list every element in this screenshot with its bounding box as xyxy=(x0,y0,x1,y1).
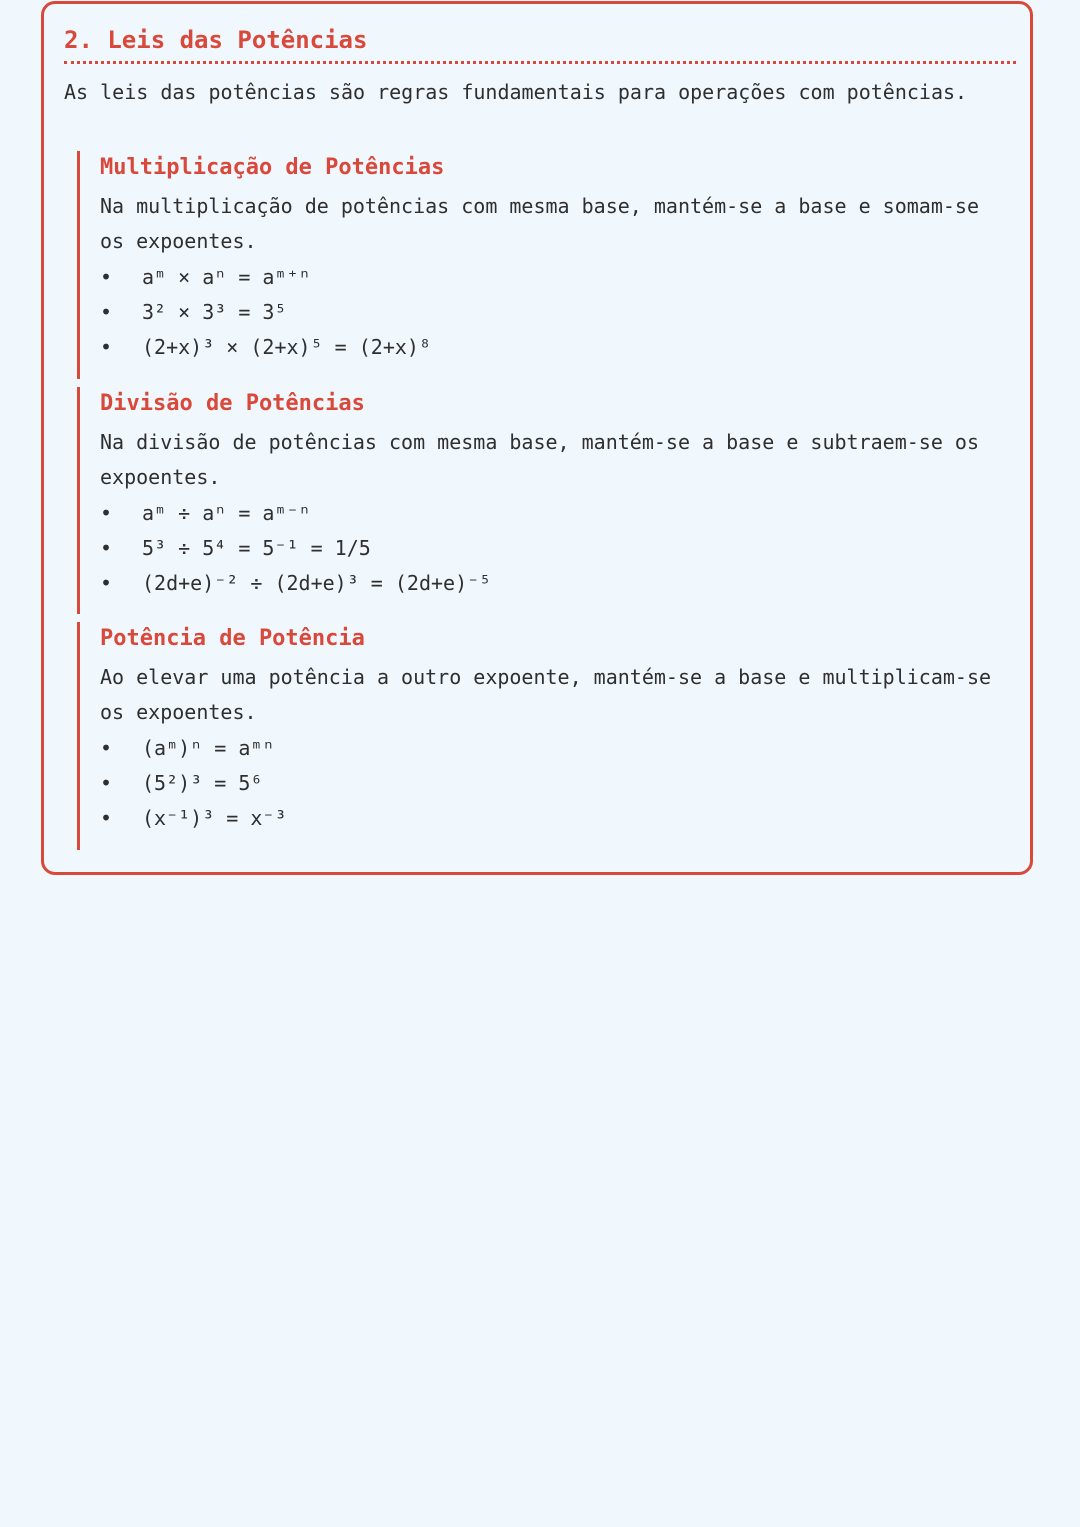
subsection-title: Multiplicação de Potências xyxy=(100,155,445,180)
subsection-text: Na divisão de potências com mesma base, mantém-se a base e subtraem-se os expoentes. xyxy=(100,430,979,489)
rule-expression: (x⁻¹)³ = x⁻³ xyxy=(142,806,287,830)
subsection-text: Ao elevar uma potência a outro expoente, mantém-se a base e multiplicam-se os expoentes. xyxy=(100,665,992,724)
subsection-multiplication xyxy=(77,151,1007,379)
bullet-icon: • xyxy=(100,736,113,760)
bullet-icon: • xyxy=(100,265,113,289)
subsection-title: Divisão de Potências xyxy=(100,391,365,416)
subsection-power-of-power xyxy=(77,622,1007,850)
subsection-text: Na multiplicação de potências com mesma base, mantém-se a base e somam-se os expoentes. xyxy=(100,194,979,253)
rule-expression: (aᵐ)ⁿ = aᵐⁿ xyxy=(142,736,275,760)
rule-expression: 5³ ÷ 5⁴ = 5⁻¹ = 1/5 xyxy=(142,536,371,560)
bullet-icon: • xyxy=(100,806,113,830)
rule-expression: aᵐ ÷ aⁿ = aᵐ⁻ⁿ xyxy=(142,501,311,525)
subsection-division xyxy=(77,387,1007,614)
bullet-icon: • xyxy=(100,335,113,359)
bullet-icon: • xyxy=(100,571,113,595)
bullet-icon: • xyxy=(100,771,113,795)
rule-expression: (2d+e)⁻² ÷ (2d+e)³ = (2d+e)⁻⁵ xyxy=(142,571,492,595)
title-divider xyxy=(64,61,1016,64)
intro-paragraph: As leis das potências são regras fundamentais para operações com potências. xyxy=(64,80,968,104)
rule-expression: (2+x)³ × (2+x)⁵ = (2+x)⁸ xyxy=(142,335,431,359)
rule-expression: (5²)³ = 5⁶ xyxy=(142,771,263,795)
bullet-icon: • xyxy=(100,536,113,560)
bullet-icon: • xyxy=(100,501,113,525)
rule-expression: aᵐ × aⁿ = aᵐ⁺ⁿ xyxy=(142,265,311,289)
subsection-title: Potência de Potência xyxy=(100,626,365,651)
section-title: 2. Leis das Potências xyxy=(64,26,368,54)
rule-expression: 3² × 3³ = 3⁵ xyxy=(142,300,287,324)
bullet-icon: • xyxy=(100,300,113,324)
